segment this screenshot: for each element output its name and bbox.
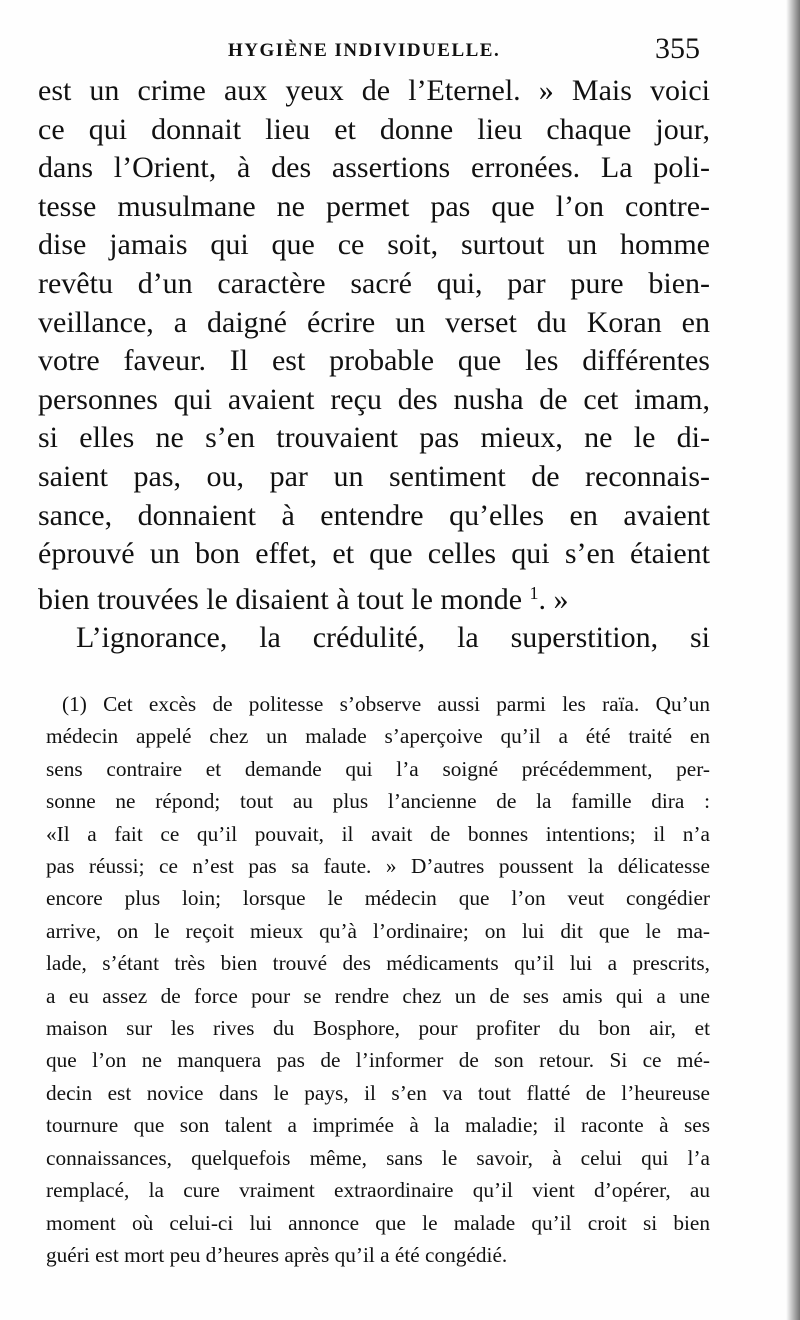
text-line: sance, donnaient à entendre qu’elles en avaient xyxy=(38,498,710,532)
footnote-line: tournure que son talent a imprimée à la maladie; il raconte à ses xyxy=(46,1113,710,1138)
page-number: 355 xyxy=(655,32,700,65)
footnote-line: connaissances, quelquefois même, sans le savoir, à celui qui l’a xyxy=(46,1145,710,1170)
footnote-line: moment où celui-ci lui annonce que le malade qu’il croit si bien xyxy=(46,1210,710,1235)
text-line: personnes qui avaient reçu des nusha de cet imam, xyxy=(38,382,710,416)
text-line: revêtu d’un caractère sacré qui, par pure bien- xyxy=(38,266,710,300)
footnote-line: decin est novice dans le pays, il s’en va tout flatté de l’heureuse xyxy=(46,1080,710,1105)
footnote-line: lade, s’étant très bien trouvé des médicaments qu’il lui a prescrits, xyxy=(46,951,710,976)
footnote-line: encore plus loin; lorsque le médecin que l’on veut congédier xyxy=(46,886,710,911)
footnote xyxy=(46,688,710,1271)
text-fragment: bien trouvées le disaient à tout le monde xyxy=(38,582,523,616)
text-line: dise jamais qui que ce soit, surtout un homme xyxy=(38,228,710,262)
footnote-line: guéri est mort peu d’heures après qu’il a été congédié. xyxy=(46,1242,508,1267)
main-text xyxy=(38,72,710,658)
text-line: est un crime aux yeux de l’Eternel. » Mais voici xyxy=(38,74,710,107)
paragraph-start-line: L’ignorance, la crédulité, la superstition, si xyxy=(76,621,710,655)
footnote-line: médecin appelé chez un malade s’aperçoive qu’il a été traité en xyxy=(46,724,710,749)
text-line: saient pas, ou, par un sentiment de reconnais- xyxy=(38,459,710,493)
footnote-line: «Il a fait ce qu’il pouvait, il avait de bonnes intentions; il n’a xyxy=(46,821,710,846)
text-line: si elles ne s’en trouvaient pas mieux, ne le di- xyxy=(38,421,710,455)
footnote-line: arrive, on le reçoit mieux qu’à l’ordinaire; on lui dit que le ma- xyxy=(46,918,710,943)
footnote-line: (1) Cet excès de politesse s’observe aussi parmi les raïa. Qu’un xyxy=(62,692,710,716)
text-line: votre faveur. Il est probable que les différentes xyxy=(38,344,710,378)
text-line: tesse musulmane ne permet pas que l’on contre- xyxy=(38,189,710,223)
text-line: éprouvé un bon effet, et que celles qui s’en étaient xyxy=(38,537,710,571)
running-head: HYGIÈNE INDIVIDUELLE. xyxy=(228,40,501,61)
footnote-reference: 1 xyxy=(529,582,539,603)
text-fragment: . » xyxy=(538,582,569,616)
text-line: veillance, a daigné écrire un verset du Koran en xyxy=(38,305,710,339)
footnote-line: sonne ne répond; tout au plus l’ancienne de la famille dira : xyxy=(46,789,710,814)
footnote-line: que l’on ne manquera pas de l’informer de son retour. Si ce mé- xyxy=(46,1048,710,1073)
page-header xyxy=(228,34,708,70)
footnote-line: pas réussi; ce n’est pas sa faute. » D’autres poussent la délicatesse xyxy=(46,854,710,879)
page-edge-shadow xyxy=(786,0,800,1320)
text-line-paragraph-end xyxy=(38,574,710,620)
text-line: dans l’Orient, à des assertions erronées. La poli- xyxy=(38,151,710,185)
footnote-line: maison sur les rives du Bosphore, pour profiter du bon air, et xyxy=(46,1016,710,1041)
footnote-line: a eu assez de force pour se rendre chez un de ses amis qui a une xyxy=(46,983,710,1008)
text-line: ce qui donnait lieu et donne lieu chaque jour, xyxy=(38,112,710,146)
footnote-line: sens contraire et demande qui l’a soigné précédemment, per- xyxy=(46,756,710,781)
footnote-line: remplacé, la cure vraiment extraordinaire qu’il vient d’opérer, au xyxy=(46,1178,710,1203)
